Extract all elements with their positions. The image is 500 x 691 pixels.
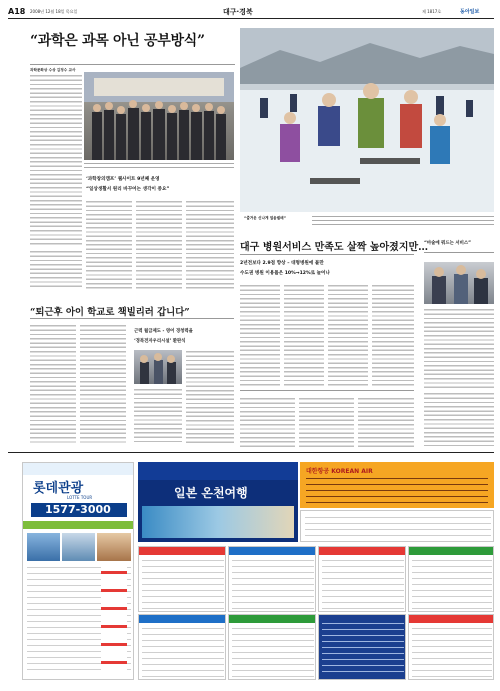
article3-sub1: 2년전보다 2.9점 향상 – 대형병원에 불만 <box>240 261 324 266</box>
korean-air-sub-lines <box>305 515 491 539</box>
ice-rink-caption: “즐거운 신나게 얼음썰매” <box>244 216 286 220</box>
ad-cell-7-lines <box>322 621 404 677</box>
ad-grid <box>138 546 494 680</box>
article2-body-col2 <box>136 200 182 290</box>
article3-body-col1 <box>240 284 280 388</box>
ad-cell-7 <box>318 614 406 680</box>
article5-photo <box>134 350 182 384</box>
side-box <box>240 390 414 449</box>
ad-cell-6 <box>228 614 316 680</box>
ad-cell-4-header <box>409 547 494 555</box>
group-photo-caption <box>84 162 234 171</box>
japan-ad-top <box>138 462 298 480</box>
korean-air-ad <box>300 462 494 508</box>
lotte-photo-row <box>27 533 131 561</box>
ad-section-rule <box>8 452 494 453</box>
article1-body-col1 <box>30 74 82 246</box>
korean-air-lines <box>306 476 488 504</box>
ad-cell-1 <box>138 546 226 612</box>
paper-name: 동아일보 <box>460 9 480 15</box>
ad-cell-5-lines <box>142 626 224 678</box>
japan-ad-title: 일본 온천여행 <box>174 486 248 500</box>
lotte-photo-3 <box>97 533 131 561</box>
box-right-rule <box>424 252 494 253</box>
article5-body-col1 <box>134 388 182 444</box>
ad-cell-3-header <box>319 547 406 555</box>
ad-cell-4 <box>408 546 494 612</box>
article2-body-col1 <box>86 200 132 290</box>
ad-cell-1-lines <box>142 558 224 610</box>
side-box-col3 <box>358 397 414 447</box>
ad-cell-3 <box>318 546 406 612</box>
page-header <box>8 6 494 18</box>
article5-headline1: 근력 월급제도 - 영어 경청력을 <box>134 329 193 334</box>
issue-number: 제 1817호 <box>422 9 442 14</box>
ad-cell-6-header <box>229 615 316 623</box>
ad-cell-8-lines <box>412 626 492 678</box>
article3-body-col2 <box>284 284 324 388</box>
article4-body-col2 <box>80 324 126 444</box>
ad-cell-8-header <box>409 615 494 623</box>
lotte-price-accents <box>101 565 127 675</box>
ad-cell-6-lines <box>232 626 314 678</box>
page-number: A18 <box>8 7 26 16</box>
article3-sub2: 수도권 병원 이용률은 10%→12%로 늘어나 <box>240 271 330 276</box>
lotte-name: 롯데관광 <box>33 481 84 496</box>
article4-body-col1 <box>30 324 76 444</box>
article4-rule <box>30 318 234 319</box>
ad-cell-2 <box>228 546 316 612</box>
ice-rink-caption-body <box>312 215 494 225</box>
article1-body-col2b <box>30 250 82 290</box>
article2-quote2: “일상생활서 원리 바꾸어는 생각이 중요” <box>86 187 170 192</box>
lotte-band <box>23 521 134 529</box>
box-right-body <box>424 308 494 388</box>
lotte-phone: 1577-3000 <box>45 503 111 516</box>
ad-cell-5-header <box>139 615 226 623</box>
lotte-tour-ad <box>22 462 134 680</box>
japan-ad-photo <box>142 506 294 538</box>
article4-headline: “퇴근후 아이 학교로 책빌리러 갑니다” <box>30 307 190 318</box>
header-rule <box>8 18 494 19</box>
lotte-name-en: LOTTE TOUR <box>67 495 93 500</box>
box-right-body2 <box>424 392 494 448</box>
article3-body-col3 <box>328 284 368 388</box>
page-date: 2008년 12월 18일 목요일 <box>30 9 78 14</box>
article2-body-col3 <box>186 200 234 290</box>
article3-headline: 대구 병원서비스 만족도 살짝 높아졌지만… <box>240 242 429 253</box>
article2-quote1: ‘과학창의캠프’ 웹사이트 9년째 운영 <box>86 177 160 182</box>
article3-body-col4 <box>372 284 414 388</box>
lotte-photo-2 <box>62 533 95 561</box>
article1-headline: “과학은 과목 아닌 공부방식” <box>30 33 205 49</box>
japan-onsen-ad <box>138 462 298 542</box>
group-photo <box>84 72 234 160</box>
ice-rink-photo <box>240 28 494 212</box>
article1-rule <box>30 64 235 65</box>
article5-body-col2 <box>186 350 234 444</box>
side-box-col1 <box>240 397 295 447</box>
section-title: 대구·경북 <box>223 8 253 16</box>
side-box-col2 <box>299 397 354 447</box>
ad-cell-1-header <box>139 547 226 555</box>
box-right-title: “마술에 뭐드는 서비스” <box>424 241 472 246</box>
article3-rule <box>240 254 414 255</box>
article5-headline2: ‘경북전자우리시설’ 환판식 <box>134 339 186 344</box>
ad-cell-3-lines <box>322 558 404 610</box>
ad-cell-5 <box>138 614 226 680</box>
ad-cell-2-header <box>229 547 316 555</box>
article1-kicker: 과학문화상 수상 김정수 교사 <box>30 68 76 72</box>
lotte-photo-1 <box>27 533 60 561</box>
korean-air-sub-ad <box>300 510 494 542</box>
ad-cell-4-lines <box>412 558 492 610</box>
ad-cell-8 <box>408 614 494 680</box>
korean-air-title: 대한항공 KOREAN AIR <box>306 468 373 475</box>
lotte-top-strip <box>23 463 134 475</box>
ad-cell-2-lines <box>232 558 314 610</box>
box-right-photo <box>424 262 494 304</box>
